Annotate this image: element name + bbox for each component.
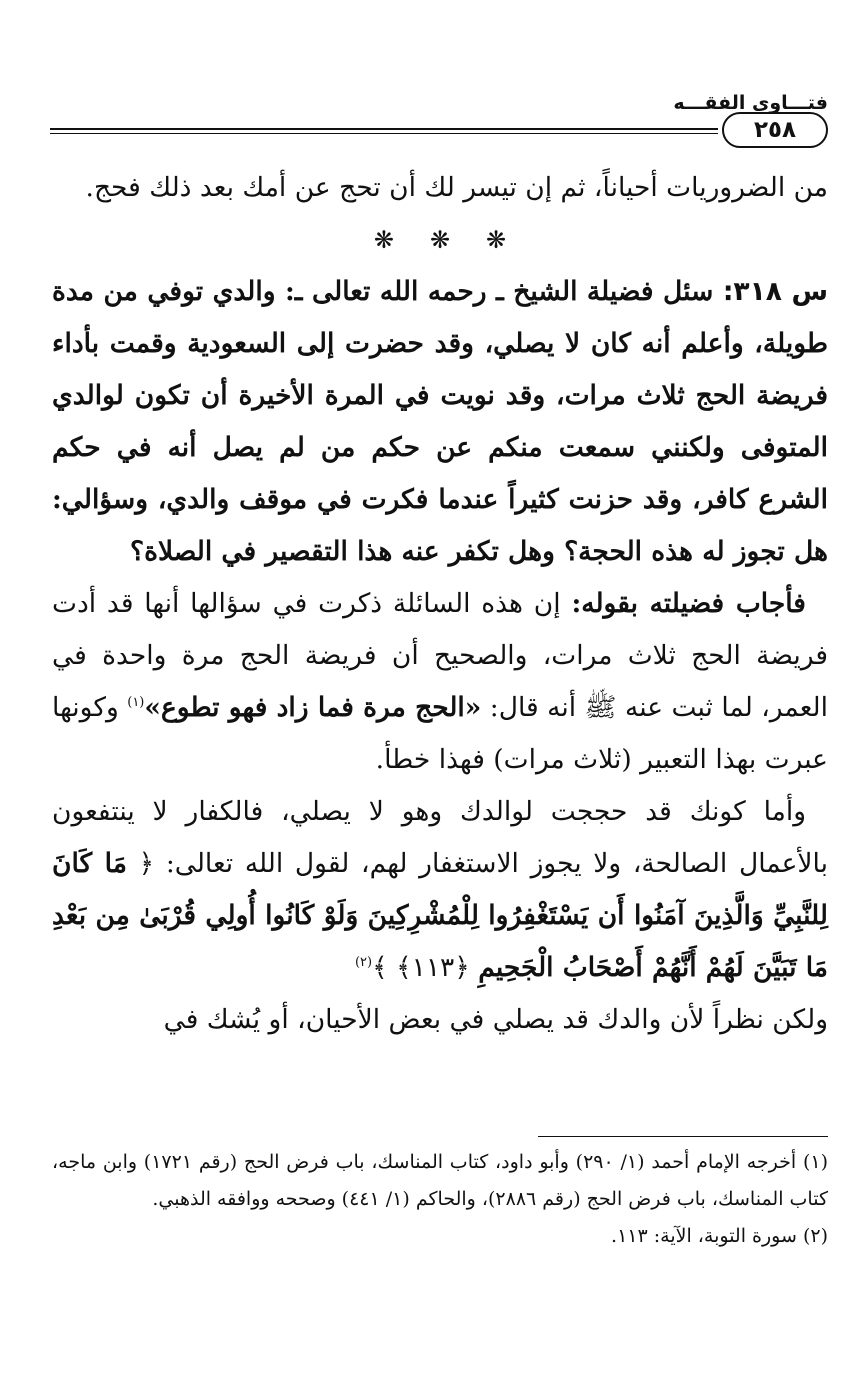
answer-label: فأجاب فضيلته بقوله: bbox=[571, 588, 806, 619]
ayah-open-bracket: ﴿ bbox=[138, 848, 155, 879]
question-paragraph bbox=[52, 266, 828, 578]
answer-paragraph bbox=[52, 578, 828, 786]
question-text: سئل فضيلة الشيخ ـ رحمه الله تعالى ـ: والدي توفي من مدة طويلة، وأعلم أنه كان لا يصلي، وقد حضرت إلى السعودية وقمت بأداء فريضة الحج ثلاث مرات، وقد نويت في المرة الأخيرة أن تكون لوالدي المتوفى ولكنني سمعت منكم عن حكم من لم يصل أنه في حكم الشرع كافر، وقد حزنت كثيراً عندما فكرت في موقف والدي، وسؤالي: هل تجوز له هذه الحجة؟ وهل تكفر عنه هذا التقصير في الصلاة؟ bbox=[52, 276, 828, 567]
section-separator: ❋❋❋ bbox=[373, 226, 543, 254]
question-number: س ٣١٨: bbox=[722, 276, 829, 307]
footnotes bbox=[52, 1144, 828, 1255]
main-text bbox=[52, 162, 828, 1046]
footnote-rule bbox=[538, 1136, 828, 1137]
ayah-close-bracket: ﴾ bbox=[372, 952, 388, 983]
footnote-ref-2: (٢) bbox=[354, 955, 373, 971]
answer-text-1: إن هذه السائلة ذكرت في سؤالها أنها قد أدت فريضة الحج ثلاث مرات، والصحيح أن فريضة الحج مرة واحدة في العمر، لما ثبت عنه ﷺ أنه قال: bbox=[52, 588, 828, 723]
running-title: فتـــاوى الفقـــه bbox=[673, 92, 828, 114]
footnote-ref-1: (١) bbox=[127, 695, 145, 711]
answer-text-2: وكونها عبرت بهذا التعبير (ثلاث مرات) فهذا خطأ. bbox=[52, 692, 828, 775]
paragraph-kuffar bbox=[52, 786, 828, 994]
paragraph-kuffar-text: وأما كونك قد حججت لوالدك وهو لا يصلي، فالكفار لا ينتفعون بالأعمال الصالحة، ولا يجوز الاستغفار لهم، لقول الله تعالى: bbox=[52, 796, 828, 879]
paragraph-last-line: ولكن نظراً لأن والدك قد يصلي في بعض الأحيان، أو يُشك في bbox=[163, 1004, 828, 1035]
header-rule bbox=[50, 128, 718, 134]
page-number: ٢٥٨ bbox=[722, 112, 828, 148]
hadith-quote: «الحج مرة فما زاد فهو تطوع» bbox=[144, 692, 482, 723]
paragraph-continuation: من الضروريات أحياناً، ثم إن تيسر لك أن تحج عن أمك بعد ذلك فحج. bbox=[85, 172, 828, 203]
ayah-number: ﴿١١٣﴾ bbox=[396, 952, 470, 983]
quran-verse: مَا كَانَ لِلنَّبِيِّ وَالَّذِينَ آمَنُوا أَن يَسْتَغْفِرُوا لِلْمُشْرِكِينَ وَلَوْ كَانُوا أُولِي قُرْبَىٰ مِن بَعْدِ مَا تَبَيَّنَ لَهُمْ أَنَّهُمْ أَصْحَابُ الْجَحِيمِ bbox=[52, 848, 828, 983]
footnote-2: (٢) سورة التوبة، الآية: ١١٣. bbox=[611, 1225, 828, 1247]
footnote-1: (١) أخرجه الإمام أحمد (١/ ٢٩٠) وأبو داود، كتاب المناسك، باب فرض الحج (رقم ١٧٢١) وابن ماجه، كتاب المناسك، باب فرض الحج (رقم ٢٨٨٦)، والحاكم (١/ ٤٤١) وصححه ووافقه الذهبي. bbox=[52, 1151, 828, 1210]
